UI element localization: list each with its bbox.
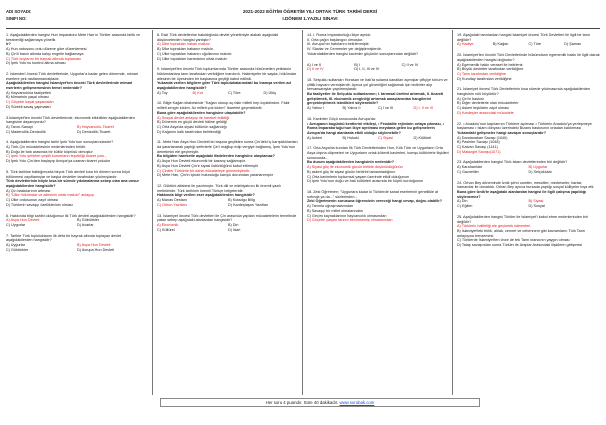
answer-option[interactable]: B) Savaşçı bir millet olmalarından: [307, 208, 363, 213]
answer-option-marked[interactable]: D) Kardeşler arasındaki mücadele: [457, 110, 514, 115]
column-2: [157, 33, 299, 238]
question-block: [6, 72, 148, 110]
answer-option[interactable]: C) Katvan Savaşı (1141): [457, 145, 498, 150]
answer-option-marked[interactable]: C) Tanrı tarafından verildiğine: [457, 71, 507, 76]
column-4: [457, 33, 600, 254]
answer-option-marked[interactable]: A) Türklerin halifeliği ele geçirmek istemeleri: [457, 224, 531, 229]
title-line2: I.DÖNEM 1.YAZILI SINAVI: [282, 16, 338, 21]
answer-option[interactable]: D) Avarlar: [77, 222, 94, 227]
question-text: 4. Aşağıdakilerden hangisi tarihi İpek Yolu'nun sonuçlarındandır?: [6, 140, 114, 145]
question-text: 18. Zeki Öğretmen; "Uygurlara kadar ki Türklerde sanat eserlerinin genellikle at sırtında ya da..." sözlerinden...: [307, 189, 439, 199]
answer-options: [457, 97, 600, 116]
answer-option-marked[interactable]: C) Çinliler Türklerle bir daha mücadeleye girmemişlerdir.: [157, 168, 251, 173]
question-prompt: Zeki Öğretmenin sorusuna öğrencinin vereceği hangi cevap, doğru olabilir?: [307, 199, 443, 204]
answer-option[interactable]: A) Tarım-Sanayi: [6, 124, 33, 129]
answer-option[interactable]: D) İdari: [228, 227, 241, 232]
question-text: 21. İslamiyet öncesi Türk Devletlerinin kısa sürede yıkılmasında aşağıdakilerden hangisinin rolü büyüktür?: [457, 87, 591, 97]
header-divider: [6, 28, 600, 29]
question-text: 9. İslamiyet'ten önceki Türk toplumlarında Türkler arasında hükümetleri yetkisinin hükümdarlara tanrı tarafından verildiğine inanılırdı. Hakimiyetin bir sayda, hükümdar ailesinin bir üyesinden bir başkasına geçtiği kabul edilirdi.: [157, 67, 297, 81]
question-block: [307, 190, 449, 223]
footer-box: [160, 398, 480, 407]
answer-option[interactable]: B) Mimarinin yaşal olması: [6, 95, 49, 100]
question-text: 10. Bilge Kağan kitabesinde "Kağan oturup aç fakir milleti hep toplattırdım. Fakir milleti zengin kıldım. Az milleti çok kıldım" ibareleri geçmektedir.: [157, 101, 290, 111]
answer-option[interactable]: III. Avrupa'nın hatırlarını belirlenmiştir.: [307, 42, 370, 47]
answer-option-marked[interactable]: B) Uygurlar: [528, 165, 548, 170]
answer-option-marked[interactable]: A) Hadiye: [457, 42, 474, 47]
answer-option[interactable]: B) Çin'li basılı altında kalışı engelle bağlamaya: [6, 51, 84, 56]
answer-option[interactable]: A) Toy: [157, 90, 168, 95]
question-text: 24. Orhan Bey döneminde İznik şehri camiler, mescitler, medreseler, hanlar, hamamlar ile donatıldı. Orhan Bey ayrıca bursada yaptığı sosyal külliyeler inşa etti.: [457, 180, 595, 190]
column-1: [6, 33, 148, 258]
question-block: [457, 215, 600, 248]
question-block: [157, 101, 299, 134]
question-text: 11. Mete Han Asya Hun Devleti'nin başına geçtikten sonra Çin'deki iç karışıklıklardan da yararlanarak yaptığı seferlerle Çin'i mağlup edip vergiye bağlamış, İpek Yolu'nun denetimini ele geçirmiştir.: [157, 140, 298, 154]
answer-option-marked[interactable]: D) I, II ve III: [413, 106, 433, 111]
answer-option[interactable]: D) Kardeşlaşan Yazıtları: [228, 202, 269, 207]
answer-options: [307, 106, 449, 111]
question-text: 23. Aşağıdakilerden hangisi Türk-İslam devletlerinden biri değildir?: [457, 160, 568, 165]
answer-options: [307, 204, 449, 223]
question-block: [157, 214, 299, 233]
answer-option[interactable]: A) Karahanlılar: [457, 165, 483, 170]
answer-option-marked[interactable]: C) Orhun Yazıtları: [157, 202, 187, 207]
answer-option[interactable]: D) I, II, III ve IV: [354, 67, 380, 72]
answer-option[interactable]: 14. I. Roma İmparatorluğu ikiye ayrıldı.: [307, 33, 372, 37]
question-text: 2. İskenderî öncesi Türk devletlerinde, Uygurlar'a kadar gelen dönemde, mimari eserlere pek rastlanmamaktadır.: [6, 71, 138, 81]
question-block: [157, 33, 299, 61]
question-block: [307, 146, 449, 184]
question-prompt: Bu durum aşağıdakilerden hangisinin nedenidir?: [307, 160, 395, 165]
question-block: [457, 87, 600, 115]
question-text: 12. Göktürk alfabesi ile yazılmıştır. Türk dili ve edebiyatının ilk önemli yazılı metinleridir. Türk tarihinin önemli Türkçe belgeleridir.: [157, 183, 282, 193]
answer-option-marked[interactable]: B) "Ülke hükümdar ve ailesinin ortak malıdır" anlayışı: [6, 193, 95, 198]
answer-options: [6, 125, 148, 134]
answer-option-marked[interactable]: D) Göçebe yaşam tarzını benimsemiş olmalarından: [307, 218, 393, 223]
answer-option-marked[interactable]: A) Ülke toprakları hakan malıdır.: [157, 42, 211, 47]
answer-option[interactable]: C) Ülke toprakları hakanın oğullarının malıdır.: [157, 51, 233, 56]
column-divider: [452, 30, 453, 395]
question-text: 19. Aşağıdaki tanrılardan hangisi İslamiyet öncesi Türk Devletleri ile ilgili bir tanrı değildir?: [457, 33, 591, 42]
answer-option[interactable]: D) Sürekli savaş yapmaları: [6, 104, 51, 109]
answer-options: [157, 42, 299, 61]
question-text: 13. İslamiyet öncesi Türk devletleri ile Çin arasında yapılan mücadelelerin temelinde yatan sebep aşağıdaki alanlardan hangisidir?: [157, 213, 297, 223]
answer-option[interactable]: C) II ve IV: [401, 62, 419, 67]
question-text: 22. • Anadolu'nun kapılarının Türklere açılması • Türklerin Anadolu'ya yerleşmeye başlaması • İslam dünyası üzerindeki Bizans baskısının ortadan kaldırması: [457, 121, 592, 131]
answer-option[interactable]: A) Hayvancılıkla faaliyetleri: [6, 90, 52, 95]
answer-option-marked[interactable]: B) Hayvancılık-Ticaret: [77, 124, 114, 129]
question-block: [307, 117, 449, 141]
question-block: [6, 33, 148, 66]
question-block: [6, 116, 148, 135]
question-text: 15. Selçuklu sultanları Horasan ve Irak'ta sulama kanalları açmışlar çiftçiye tohum ve çiftlik hayvanı vermişlerdir. Ayrıca yol güvenliğini sağlamak için tedbirler alıp kervansaraylar yaptırmışlardır.: [307, 77, 448, 92]
answer-option[interactable]: C) Orta Asya'da siyasi bütünün sağlandığı: [157, 124, 227, 129]
question-text: 3.İslamiyet'ten önceki Türk devletlerinde, ekonomik etkinlikler aşağıdakilerden hangisine dayanıyordu?: [6, 115, 135, 125]
footer-text: Her soru 4 puandır. Süre 40 dakikadır.: [265, 400, 339, 405]
answer-option[interactable]: B) Kağan: [492, 42, 509, 47]
question-text: 8. Eski Türk devletlerine bakıldığında devlet yönetimiyle alakalı aşağıdaki düşüncelerden hangisi yanlıştır?: [157, 33, 279, 42]
question-prompt: Bu bilgiden hareketle aşağıdaki ifadelerden hangisine ulaşılamaz?: [157, 154, 275, 159]
question-prompt: ir?: [6, 42, 11, 47]
answer-option[interactable]: A) Türk-Çin mücadelesinin nedenlerinden biridir.: [6, 145, 86, 150]
answer-option-marked[interactable]: D) II ve IV: [307, 67, 324, 72]
question-block: [157, 140, 299, 178]
answer-options: [6, 243, 148, 252]
answer-option[interactable]: A) Dandanakan Savaşı (1040): [457, 135, 508, 140]
answer-option-marked[interactable]: C) Siyasi: [378, 135, 394, 140]
question-block: [457, 33, 600, 47]
answer-option[interactable]: D) Şaman: [564, 42, 582, 47]
answer-option[interactable]: C) Askeri teşkilatın zayıf olması: [457, 106, 510, 111]
answer-option[interactable]: A) Asya Hun Devleti ekonomik bir kazanç sağlamıştır.: [157, 159, 246, 164]
answer-option-marked[interactable]: D) Malazgirt Savaşı(1071): [457, 149, 501, 154]
question-prompt: Hakkında bilgi verilen eser aşağıdakilerden hangisidir?: [157, 193, 255, 198]
answer-option[interactable]: A) Din: [457, 199, 468, 204]
answer-option[interactable]: C) Orta kavimlerin toplumsal yaşam üzerinde etkili olduğunun: [307, 174, 409, 179]
answer-options: [457, 63, 600, 82]
answer-option-marked[interactable]: A) Siyasi güç ile ekonomik gücün birlikte düşünüldüğünün: [307, 165, 403, 170]
question-block: [6, 214, 148, 228]
answer-option-marked[interactable]: A) Asya Hun Devleti: [6, 218, 40, 223]
answer-option[interactable]: B) Büyük devletler tarafından verildiğine: [457, 67, 524, 72]
answer-option[interactable]: D) Denizcilik-Ticaret: [77, 129, 111, 134]
answer-option[interactable]: B) Asya Hun Devleti Çin'e siyasi üstünlüğünü kabul ettirmiştir: [157, 163, 258, 168]
answer-option[interactable]: B) Doğu ile batı arasında bir kültür köprüsü olmuştur: [6, 149, 93, 154]
answer-option[interactable]: II. Orta çağın başlangıcı olmuştur.: [307, 37, 364, 42]
question-text: 20. İslamiyet'ten önceki Türk Devletlerinde hükümdarın egemenlik hakkı ile ilgili olarak aşağıdakilerden hangisi doğrudur?: [457, 53, 600, 62]
answer-option[interactable]: C) Kültürel: [157, 227, 175, 232]
answer-options: [307, 165, 449, 184]
title-line1: 2021-2022 EĞİTİM ÖĞRETİM YILI ORTAK TÜRK TARİHİ DERSİ: [242, 9, 378, 14]
question-text: 7. Tarihte Türk topluluklarını ilk defa bir bayrak altında toplayan devlet aşağıdakilerden hangisidir?: [6, 233, 122, 243]
answer-option[interactable]: C) Töre: [228, 90, 241, 95]
answer-option[interactable]: A) Çin baskılarının artması: [6, 188, 51, 193]
question-prompt: Yukarıda verilen bilgilere göre Türk toplulukalarındaki bu inanışa verilen ad aşağıdakilerden hangisidir?: [157, 81, 291, 91]
question-prompt: Bu faaliyetler ile Selçuklu sultanlarının; I. tarımsal üretimi artırmak, II. ticareti geliştirmek, III. ekonomik zenginliği artırmak amaçlarından hangilerini gerçekleştirmek istedikleri söylenebilir?: [307, 92, 444, 106]
question-prompt: Buna göre aşağıdakilerden hangisine ulaşılabilir?: [157, 110, 246, 115]
answer-option[interactable]: D) İpek Yolu Çin'den başlayıp Avrupa'ya uzanan ticaret yoludur: [6, 159, 111, 164]
answer-option[interactable]: D) Talaş savaşından sonra Türkler ile Araplar Arasındaki ilişkilerin gelişmesi: [457, 243, 583, 248]
answer-option[interactable]: D) Ülke toprakları hanedanın ortak malıdır.: [157, 56, 228, 61]
answer-option[interactable]: B) Göktürkler: [77, 218, 100, 223]
answer-option[interactable]: A) Uygurlar: [6, 243, 25, 248]
answer-option[interactable]: B) Pasinler Savaşı (1048): [457, 140, 500, 145]
question-prompt: Türk devletlerinin böyle kısa bir sürede yıkılmalarına sebep olan ana unsur aşağıdakilerden hangisidir?: [6, 179, 139, 188]
question-prompt: Yukarıdaki gelişmeler hangi savaşın sonuçlarıdır?: [457, 130, 546, 135]
answer-option-marked[interactable]: A) Sosyal devlet anlayışı ile hareket edildiği: [157, 115, 230, 120]
answer-option-marked[interactable]: B) Kut: [192, 90, 203, 95]
answer-options: [6, 145, 148, 164]
question-text: 5. Türk tarihine baktığımızda birçok Türk devleti kısa bir dönem sonra büyü bölünmesi zayıflamışlar ve başka devletler tarafından yıkılmışlardır.: [6, 169, 131, 179]
answer-option[interactable]: D) Kağanın halk tarafından belirlendiği: [157, 129, 221, 134]
answer-option[interactable]: A) Hun ordusunu onlu düzene göre düzenlemesi: [6, 47, 87, 52]
question-block: [6, 140, 148, 164]
answer-option[interactable]: C) I ve III: [378, 106, 394, 111]
question-block: [457, 181, 600, 209]
name-label: ADI SOYADI:: [6, 9, 32, 14]
question-prompt: Aşağıdakilerden hangisi İslamiyet'ten önceki Türk devletlerinde mimari eserlerin gelişmemesinin temel nedenidir?: [6, 81, 133, 91]
question-block: [307, 78, 449, 111]
answer-options: [6, 218, 148, 227]
answer-option[interactable]: A) Yalnız I: [307, 106, 324, 111]
answer-option[interactable]: D) Mete Han, Çin'in içinde bulunduğu karışık durumdan yararlanmıştır: [157, 173, 273, 178]
answer-options: [307, 33, 449, 57]
question-text: 1. Aşağıdakilerden hangisi Hun İmparatoru Mete Han'ın Türkler arasında birlik ve beraberliği sağlamaya yönelik: [6, 33, 141, 42]
answer-option[interactable]: B) askeri güç ile siyasi gücün birbirini tamamladığının: [307, 169, 396, 174]
question-block: [457, 122, 600, 155]
question-block: [6, 234, 148, 253]
answer-option[interactable]: A) Manas Destanı: [157, 198, 188, 203]
answer-options: [157, 159, 299, 178]
answer-option[interactable]: B) Hukuki: [342, 135, 359, 140]
question-text: 25. Aşağıdakilerden hangisi Türkler ile İslamiyet'i kabul etme nedenlerinden biri değildir?: [457, 214, 588, 224]
answer-option[interactable]: C) Göktürkler: [6, 247, 29, 252]
answer-options: [457, 224, 600, 248]
answer-option[interactable]: C) Türklerde İslamiyet'ten önce de tek Tanrı inancının yaygın olması: [457, 238, 570, 243]
column-3: [307, 33, 449, 229]
exam-title: [150, 8, 470, 22]
answer-options: [6, 189, 148, 208]
answer-option[interactable]: D) İpek Yolu'nu kontrol altına alması: [6, 61, 66, 66]
answer-options: [307, 136, 449, 141]
answer-option[interactable]: B) Din: [228, 222, 239, 227]
answer-option[interactable]: C) Madencilik-Denizcilik: [6, 129, 46, 134]
answer-option[interactable]: D) Selçuklular: [528, 169, 552, 174]
student-info: [6, 8, 31, 22]
footer-link[interactable]: www.sorubak.com: [339, 400, 375, 405]
answer-option[interactable]: A) Tarımla uğraşmalarından: [307, 204, 354, 209]
answer-option-marked[interactable]: C) İpek Yolu şehirleri çeşitli kurumların teşvikliği ticaret yolu...: [6, 154, 108, 159]
answer-option[interactable]: [402, 67, 449, 72]
answer-options: [157, 223, 299, 232]
question-block: [307, 63, 449, 72]
answer-option-marked[interactable]: C) Türk boylarını bir bayrak altında toplaması: [6, 56, 81, 61]
answer-option[interactable]: A) I ve II: [307, 62, 321, 67]
answer-option[interactable]: C) Gazneliler: [457, 169, 479, 174]
answer-option-marked[interactable]: B) Siyasi: [528, 199, 544, 204]
answer-options: [6, 91, 148, 110]
answer-options: [157, 198, 299, 207]
answer-option[interactable]: B) Kutadgu Bilig: [228, 198, 255, 203]
answer-option[interactable]: C) Ülke ordusunun zayıf olması: [6, 198, 59, 203]
answer-option[interactable]: D) Ülüş: [263, 90, 277, 95]
answer-option-marked[interactable]: C) Göçebe hayat yaşamaları: [6, 100, 54, 105]
answer-options: [307, 63, 449, 72]
answer-option[interactable]: C) Geçim kaynaklarının hayvancılık olmasından: [307, 213, 387, 218]
answer-option[interactable]: IV. Slavlar ve Cermenler yer değiştirmişlerdir.: [307, 47, 382, 52]
column-divider: [302, 30, 303, 395]
answer-option[interactable]: A) Askeri: [307, 135, 323, 140]
answer-option[interactable]: C) Eğitim: [457, 204, 473, 209]
answer-option[interactable]: D) Kurultay tarafından verildiğine: [457, 76, 512, 81]
answer-option[interactable]: B) Diğer devletlerle olan mücadeleler: [457, 101, 519, 106]
answer-option[interactable]: B) Dönemin en güçlü devleti hâline geldiği: [157, 120, 227, 125]
answer-option[interactable]: A) Egemenlik hakkı veraset ile belirlenir.: [457, 62, 524, 67]
answer-options: [157, 91, 299, 96]
answer-option[interactable]: D) Sosyal: [528, 204, 545, 209]
question-block: [457, 160, 600, 174]
answer-option[interactable]: D) Türklerin savaşçı özelliklerinin olması: [6, 202, 73, 207]
answer-option[interactable]: Yukarıdakilerden hangisi kavimler göçünün sonuçlarından değildir?: [307, 51, 419, 56]
question-prompt: • Avrupanın bugünkü kentlerini etkileşi, • Feodalite rejiminin ortaya çıkması, • Roma İmparatorluğu'nun ikiye ayrılması meydana gelen bu gelişmelerin Avrupa'da hangi alanlarda etkili olduğu söylenebilir?: [307, 121, 445, 135]
answer-options: [457, 199, 600, 208]
answer-option[interactable]: D) İpek Yolu'nun doğu ve batı kültürleri arasında bir köprü kurduğunun: [307, 179, 424, 184]
question-block: [6, 170, 148, 208]
answer-options: [457, 42, 600, 47]
answer-option[interactable]: B) İslamiyet'teki birlik, ahlak, cennet ve cehennem gibi kavramların Türk Tanrı anlayışına benzemesi: [457, 228, 586, 238]
question-block: [307, 33, 449, 57]
question-block: [157, 67, 299, 95]
question-text: 6. Hakkında bilgi sahibi olduğumuz ilk Türk devleti aşağıdakilerden hangisidir?: [6, 213, 136, 218]
answer-option-marked[interactable]: A) Ekonomik: [157, 222, 179, 227]
question-prompt: Buna göre İznik'te aşağıdaki alanlardan hangisi ile ilgili çalışma yapıldığı söylenemez?: [457, 189, 587, 199]
column-divider: [152, 30, 153, 395]
question-text: 17. Orta Asya'da kurulan İlk Türk Devletlerinden Hun, Kök Türk ve Uygurların Orta Asya dışına düşmeleri ve Uygurların ortak kökenli kavimleri, komşu kültürlerle ilişkileri sonucunda...: [307, 146, 449, 160]
answer-option[interactable]: B) I: [354, 62, 361, 67]
question-text: 16. Kavimler Göçü sonucunda Avrupa'da:: [307, 116, 376, 121]
question-block: [457, 53, 600, 81]
answer-option[interactable]: C) Uygurlar: [6, 222, 26, 227]
question-block: [157, 184, 299, 208]
answer-options: [6, 47, 148, 66]
class-label: SINIFI NO:: [6, 16, 27, 21]
answer-option[interactable]: B) Yalnız II: [342, 106, 361, 111]
answer-option[interactable]: C) Töre: [528, 42, 542, 47]
answer-option-marked[interactable]: B) Asya Hun Devleti: [77, 243, 111, 248]
answer-options: [457, 136, 600, 155]
answer-option[interactable]: A) Çin'in baskısı: [457, 96, 484, 101]
answer-option[interactable]: D) Kültürel: [413, 135, 432, 140]
answer-option[interactable]: B) Ülke toprakları hakanın malıdır.: [157, 47, 214, 52]
answer-options: [157, 116, 299, 135]
answer-option[interactable]: D) Avrupa Hun Devleti: [77, 247, 115, 252]
answer-options: [457, 165, 600, 174]
